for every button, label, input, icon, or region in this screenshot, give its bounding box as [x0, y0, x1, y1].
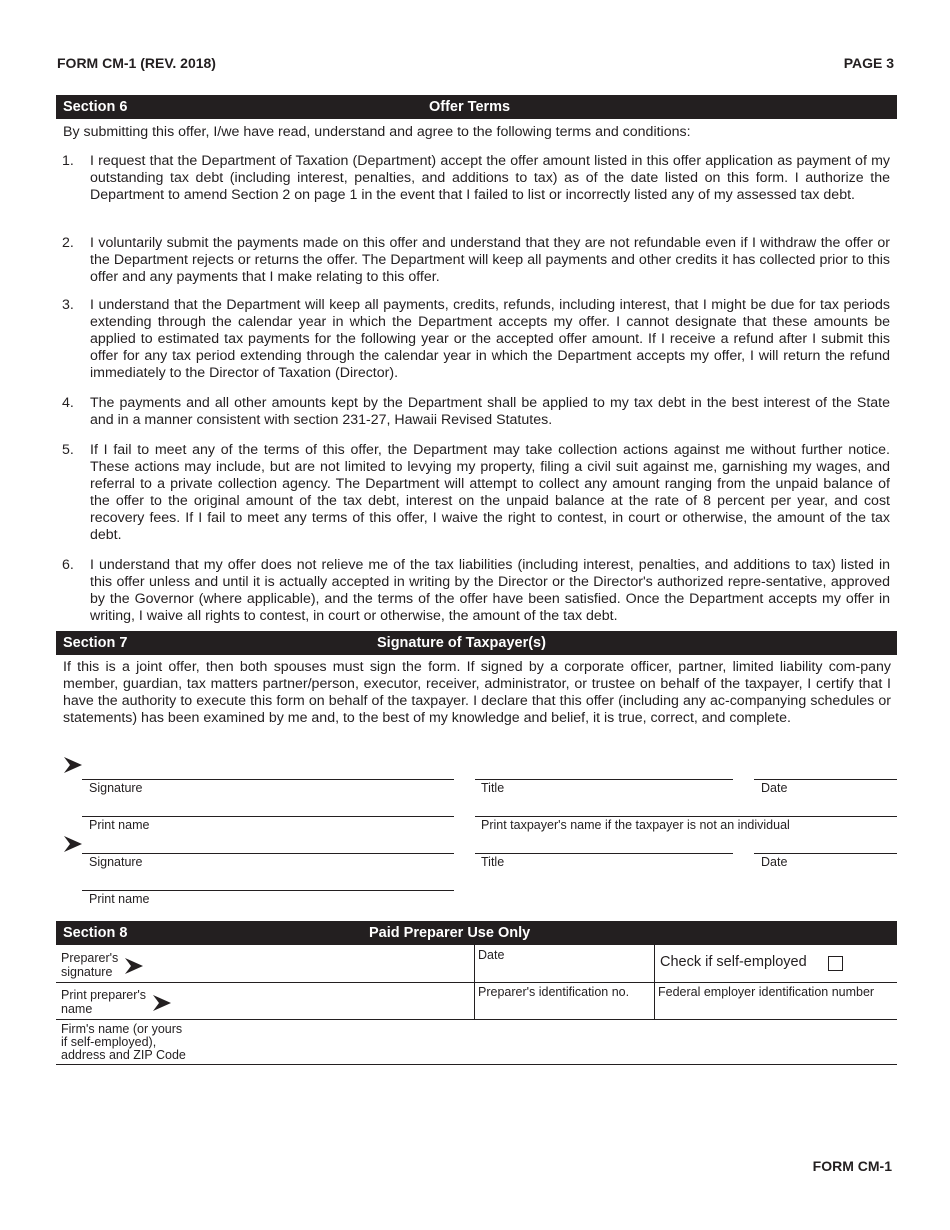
term-text: I voluntarily submit the payments made on this offer and understand that they are not refundable even if I withdraw the offer or the Department rejects or returns the offer. The Department will keep all payments and other credits it has collected prior to this offer and any payments that I make relating to this offer. [90, 235, 890, 285]
page-number: PAGE 3 [843, 55, 894, 71]
term-item [62, 557, 890, 625]
section-6-header [56, 95, 897, 119]
section-6-intro: By submitting this offer, I/we have read, understand and agree to the following terms and conditions: [63, 124, 691, 140]
firm-name-address-field[interactable] [200, 1021, 896, 1063]
term-text: I understand that the Department will keep all payments, credits, refunds, including interest, that I might be due for tax periods extending through the calendar year in which the Department accepts my offer. I cannot designate that these amounts be applied to estimated tax payments for the following year or the accepted offer amount. If I receive a refund after I submit this offer for any tax period extending through the calendar year in which the Department accepts my offer, I will return the refund immediately to the Director of Taxation (Director). [90, 297, 890, 381]
taxpayer-name-field[interactable] [475, 816, 897, 817]
date-label: Date [761, 855, 788, 869]
sign-here-arrow-icon [64, 757, 82, 773]
form-id-header: FORM CM-1 (REV. 2018) [57, 55, 216, 71]
table-column-divider [654, 945, 655, 1020]
table-divider [56, 1019, 897, 1020]
term-number: 4. [62, 395, 74, 411]
term-text: The payments and all other amounts kept by the Department shall be applied to my tax debt in the best interest of the State and in a manner consistent with section 231-27, Hawaii Revised Statutes. [90, 395, 890, 428]
preparer-name-field[interactable] [176, 984, 470, 1018]
print-name-label: Print name [89, 892, 150, 906]
table-column-divider [474, 945, 475, 1020]
signature-field[interactable] [82, 853, 454, 854]
self-employed-label: Check if self-employed [660, 954, 807, 970]
sign-here-arrow-icon [64, 836, 82, 852]
preparer-signature-field[interactable] [150, 947, 470, 980]
table-divider [56, 982, 897, 983]
term-item [62, 235, 890, 286]
table-bottom-border [56, 1064, 897, 1065]
term-item [62, 153, 890, 204]
term-number: 3. [62, 297, 74, 313]
preparer-signature-label: Preparer's signature [61, 951, 119, 979]
date-field[interactable] [754, 779, 897, 780]
section-8-title: Paid Preparer Use Only [369, 925, 531, 941]
preparer-date-field[interactable] [476, 962, 652, 981]
sign-here-arrow-icon [153, 995, 171, 1011]
term-number: 2. [62, 235, 74, 251]
preparer-id-label: Preparer's identification no. [478, 985, 630, 999]
signature-label: Signature [89, 855, 143, 869]
form-id-footer: FORM CM-1 [812, 1158, 892, 1174]
firm-name-label: Firm's name (or yours if self-employed), address and ZIP Code [61, 1022, 186, 1062]
fein-field[interactable] [656, 1000, 896, 1018]
signature-label: Signature [89, 781, 143, 795]
title-field[interactable] [475, 779, 733, 780]
date-field[interactable] [754, 853, 897, 854]
section-7-title: Signature of Taxpayer(s) [377, 635, 546, 651]
term-number: 1. [62, 153, 74, 169]
print-name-field[interactable] [82, 816, 454, 817]
term-number: 5. [62, 442, 74, 458]
fein-label: Federal employer identification number [658, 985, 875, 999]
title-label: Title [481, 781, 505, 795]
date-label: Date [761, 781, 788, 795]
section-6-title: Offer Terms [429, 99, 511, 115]
section-7-header [56, 631, 897, 655]
signature-field[interactable] [82, 779, 454, 780]
preparer-date-label: Date [478, 948, 505, 962]
term-item [62, 442, 890, 544]
print-preparer-name-label: Print preparer's name [61, 988, 147, 1016]
term-item [62, 395, 890, 429]
term-text: If I fail to meet any of the terms of this offer, the Department may take collection actions against me without further notice. These actions may include, but are not limited to levying my property, filing a civil suit against me, garnishing my wages, and referral to a private collection agency. The Department will attempt to collect any amount ranging from the unpaid balance of the offer to the original amount of the tax debt, interest on the unpaid balance at the rate of 8 percent per year, and cost recovery fees. If I fail to meet any terms of this offer, I waive the right to contest, in court or otherwise, the amount of the tax debt. [90, 442, 890, 543]
print-name-label: Print name [89, 818, 150, 832]
section-8-number: Section 8 [63, 925, 128, 941]
title-field[interactable] [475, 853, 733, 854]
term-text: I understand that my offer does not relieve me of the tax liabilities (including interest, penalties, and additions to tax) listed in this offer unless and until it is actually accepted in writing by the Director or the Director's authorized repre-sentative, approved by the Governor (where applicable), and the terms of the offer have been satisfied. Once the Department accepts my offer in writing, I waive all rights to contest, in court or otherwise, the amount of the tax debt. [90, 557, 890, 624]
sign-here-arrow-icon [125, 958, 143, 974]
section-6-number: Section 6 [63, 99, 128, 115]
self-employed-checkbox[interactable] [828, 956, 843, 971]
term-text: I request that the Department of Taxation (Department) accept the offer amount listed in this offer application as payment of my outstanding tax debt (including interest, penalties, and additions to tax) as of the date listed on this form. I authorize the Department to amend Section 2 on page 1 in the event that I failed to list or incorrectly listed any of my assessed tax debt. [90, 153, 890, 203]
print-name-field[interactable] [82, 890, 454, 891]
term-item [62, 297, 890, 382]
title-label: Title [481, 855, 505, 869]
preparer-id-field[interactable] [476, 1000, 652, 1018]
section-7-number: Section 7 [63, 635, 128, 651]
section-8-header [56, 921, 897, 945]
term-number: 6. [62, 557, 74, 573]
section-7-intro: If this is a joint offer, then both spouses must sign the form. If signed by a corporate officer, partner, limited liability com-pany member, guardian, tax matters partner/person, executor, receiver, administrator, or trustee on behalf of the taxpayer, I certify that I have the authority to execute this form on behalf of the taxpayer. I declare that this offer (including any ac-companying schedules or statements) has been examined by me and, to the best of my knowledge and belief, it is true, correct, and complete. [63, 659, 891, 726]
taxpayer-name-label: Print taxpayer's name if the taxpayer is not an individual [481, 818, 790, 832]
